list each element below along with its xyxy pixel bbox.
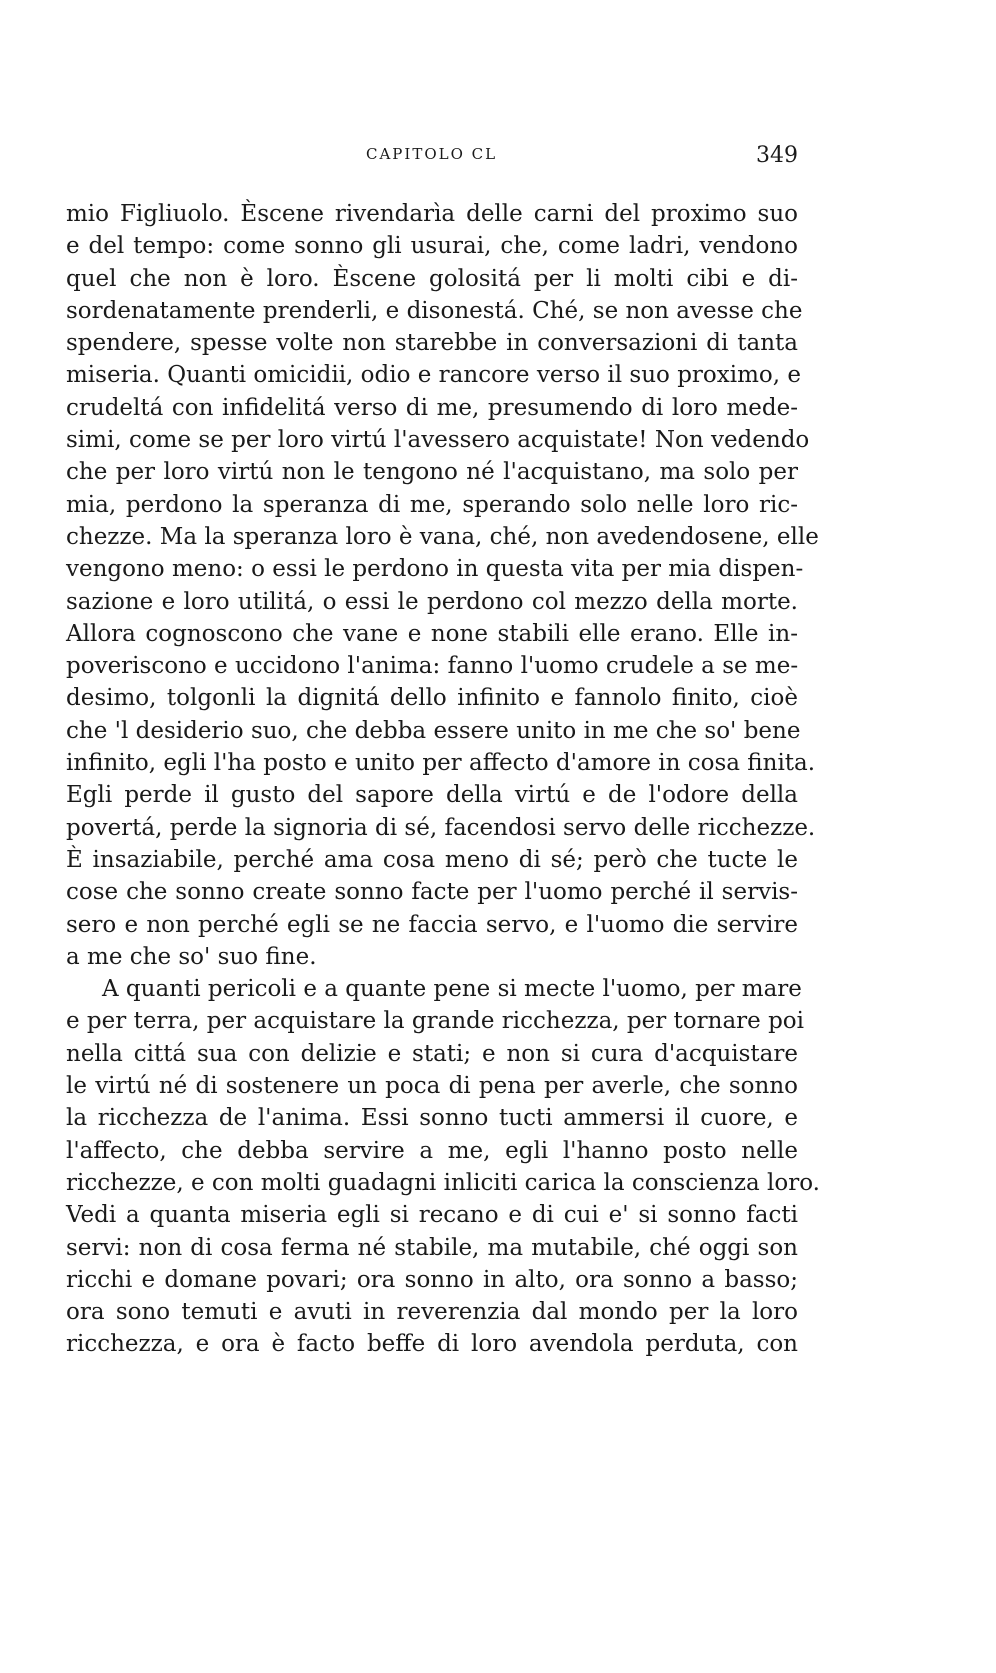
text-line: nella cittá sua con delizie e stati; e non si cura d'acquistare [66, 1040, 798, 1067]
text-line: sazione e loro utilitá, o essi le perdono col mezzo della morte. [66, 588, 798, 615]
text-line: vengono meno: o essi le perdono in questa vita per mia dispen- [66, 556, 804, 583]
text-line: poveriscono e uccidono l'anima: fanno l'uomo crudele a se me- [66, 653, 799, 680]
text-line: Vedi a quanta miseria egli si recano e di cui e' si sonno facti [66, 1202, 798, 1229]
text-line: chezze. Ma la speranza loro è vana, ché, non avedendosene, elle [66, 523, 819, 550]
text-line: le virtú né di sostenere un poca di pena per averle, che sonno [66, 1073, 798, 1100]
text-line: l'affecto, che debba servire a me, egli l'hanno posto nelle [66, 1137, 798, 1164]
text-line: infinito, egli l'ha posto e unito per affecto d'amore in cosa finita. [66, 750, 816, 777]
chapter-title: CAPITOLO CL [366, 145, 498, 163]
paragraph-end-line: a me che so' suo fine. [66, 943, 317, 970]
text-line: spendere, spesse volte non starebbe in conversazioni di tanta [66, 330, 798, 357]
text-line: sordenatamente prenderli, e disonestá. Ché, se non avesse che [66, 297, 803, 324]
text-line: povertá, perde la signoria di sé, facendosi servo delle ricchezze. [66, 814, 816, 841]
text-line: sero e non perché egli se ne faccia servo, e l'uomo die servire [66, 911, 798, 938]
text-line: e per terra, per acquistare la grande ricchezza, per tornare poi [66, 1008, 805, 1035]
text-line: Allora cognoscono che vane e none stabili elle erano. Elle in- [66, 620, 798, 647]
text-line: simi, come se per loro virtú l'avessero acquistate! Non vedendo [66, 427, 810, 454]
text-line: la ricchezza de l'anima. Essi sonno tucti ammersi il cuore, e [66, 1105, 798, 1132]
text-line: mio Figliuolo. Èscene rivendarìa delle carni del proximo suo [66, 201, 798, 227]
text-line: cose che sonno create sonno facte per l'uomo perché il servis- [66, 879, 798, 906]
text-line: e del tempo: come sonno gli usurai, che, come ladri, vendono [66, 233, 798, 260]
text-line: che per loro virtú non le tengono né l'acquistano, ma solo per [66, 459, 798, 486]
text-line: quel che non è loro. Èscene golositá per li molti cibi e di- [66, 265, 798, 292]
text-line: che 'l desiderio suo, che debba essere unito in me che so' bene [66, 717, 801, 744]
text-line: ricchezze, e con molti guadagni inliciti carica la conscienza loro. [66, 1169, 820, 1196]
running-head [66, 144, 798, 174]
text-line: È insaziabile, perché ama cosa meno di sé; però che tucte le [66, 846, 798, 873]
text-line: ora sono temuti e avuti in reverenzia dal mondo per la loro [66, 1299, 798, 1326]
page-number: 349 [756, 143, 798, 168]
text-line: mia, perdono la speranza di me, sperando solo nelle loro ric- [66, 491, 798, 518]
paragraph-start-line: A quanti pericoli e a quante pene si mecte l'uomo, per mare [102, 976, 802, 1003]
text-line: miseria. Quanti omicidii, odio e rancore verso il suo proximo, e [66, 362, 801, 389]
text-line: desimo, tolgonli la dignitá dello infinito e fannolo finito, cioè [66, 685, 798, 712]
text-line: crudeltá con infidelitá verso di me, presumendo di loro mede- [66, 394, 798, 421]
text-line: ricchezza, e ora è facto beffe di loro avendola perduta, con [66, 1331, 798, 1358]
text-line: Egli perde il gusto del sapore della virtú e de l'odore della [66, 782, 798, 809]
text-line: ricchi e domane povari; ora sonno in alto, ora sonno a basso; [66, 1266, 798, 1293]
text-line: servi: non di cosa ferma né stabile, ma mutabile, ché oggi son [66, 1234, 798, 1261]
body-text [66, 198, 820, 1361]
